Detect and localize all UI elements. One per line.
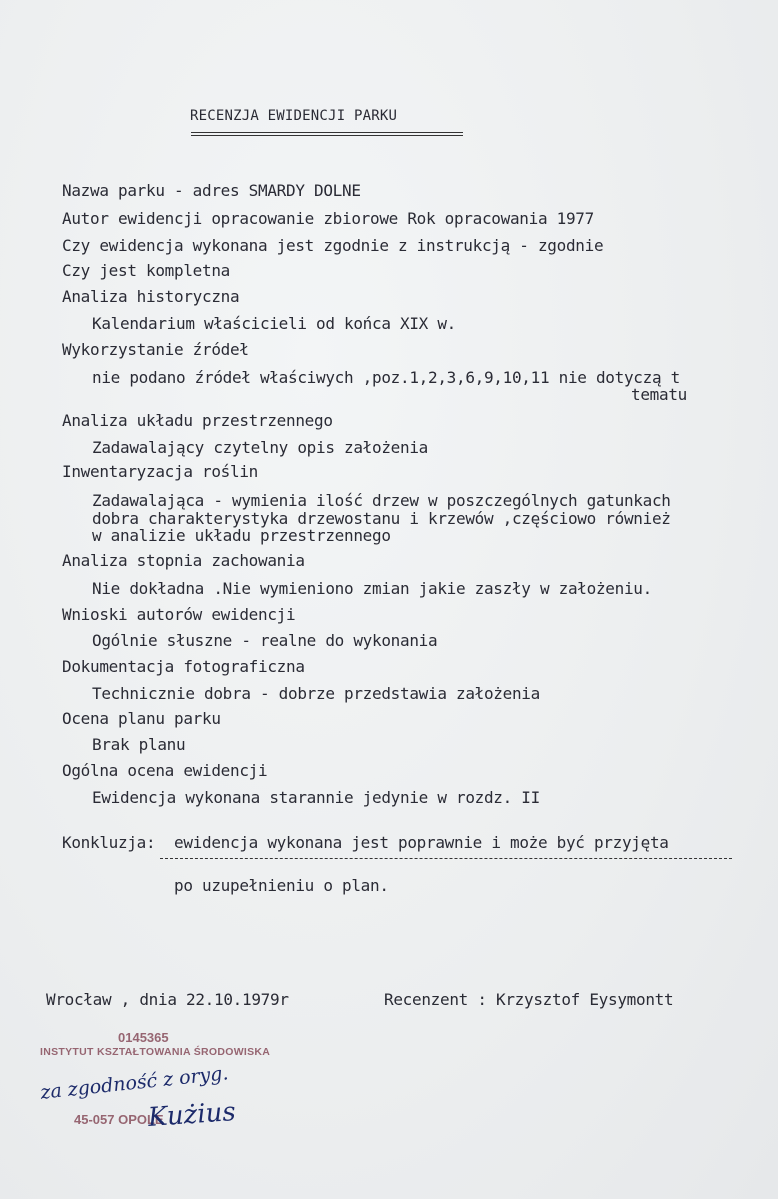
text-photo: Technicznie dobra - dobrze przedstawia założenia bbox=[92, 684, 540, 703]
handwritten-signature: Kużius bbox=[147, 1096, 237, 1134]
line-complete: Czy jest kompletna bbox=[62, 261, 230, 280]
text-plants-2: dobra charakterystyka drzewostanu i krzewów ,częściowo również bbox=[92, 509, 671, 528]
place-date: Wrocław , dnia 22.10.1979r bbox=[46, 990, 289, 1009]
title-underline-double bbox=[191, 135, 463, 136]
document-title: RECENZJA EWIDENCJI PARKU bbox=[190, 108, 398, 124]
text-historical: Kalendarium właścicieli od końca XIX w. bbox=[92, 314, 456, 333]
text-preservation: Nie dokładna .Nie wymieniono zmian jakie zaszły w założeniu. bbox=[92, 579, 652, 598]
heading-overall: Ogólna ocena ewidencji bbox=[62, 761, 268, 780]
text-conclusions: Ogólnie słuszne - realne do wykonania bbox=[92, 631, 438, 650]
text-plants-1: Zadawalająca - wymienia ilość drzew w poszczególnych gatunkach bbox=[92, 491, 671, 510]
reviewer-name: Recenzent : Krzysztof Eysymontt bbox=[384, 990, 674, 1009]
conclusion-text-cont: po uzupełnieniu o plan. bbox=[174, 876, 389, 895]
text-sources-cont: tematu bbox=[631, 385, 687, 404]
text-plants-3: w analizie układu przestrzennego bbox=[92, 526, 391, 545]
stamp-number: 0145365 bbox=[118, 1030, 169, 1045]
line-author: Autor ewidencji opracowanie zbiorowe Rok opracowania 1977 bbox=[62, 209, 594, 228]
text-plan: Brak planu bbox=[92, 735, 186, 754]
title-underline bbox=[191, 132, 463, 133]
text-overall: Ewidencja wykonana starannie jedynie w rozdz. II bbox=[92, 788, 540, 807]
heading-photo: Dokumentacja fotograficzna bbox=[62, 657, 305, 676]
heading-conclusions: Wnioski autorów ewidencji bbox=[62, 605, 296, 624]
stamp-institution: INSTYTUT KSZTAŁTOWANIA ŚRODOWISKA bbox=[40, 1046, 271, 1058]
heading-historical: Analiza historyczna bbox=[62, 287, 240, 306]
stamp-address: 45-057 OPOLE bbox=[74, 1112, 164, 1127]
conclusion-dashed-rule bbox=[160, 858, 732, 859]
heading-plants: Inwentaryzacja roślin bbox=[62, 462, 258, 481]
heading-plan: Ocena planu parku bbox=[62, 709, 221, 728]
line-instruction: Czy ewidencja wykonana jest zgodnie z instrukcją - zgodnie bbox=[62, 236, 604, 255]
conclusion-text: ewidencja wykonana jest poprawnie i może być przyjęta bbox=[174, 833, 669, 852]
heading-preservation: Analiza stopnia zachowania bbox=[62, 551, 305, 570]
text-spatial: Zadawalający czytelny opis założenia bbox=[92, 438, 428, 457]
conclusion-label: Konkluzja: bbox=[62, 833, 156, 852]
line-park-name: Nazwa parku - adres SMARDY DOLNE bbox=[62, 181, 361, 200]
text-sources: nie podano źródeł właściwych ,poz.1,2,3,6,9,10,11 nie dotyczą t bbox=[92, 368, 680, 387]
handwritten-certification: za zgodność z oryg. bbox=[39, 1062, 230, 1104]
heading-sources: Wykorzystanie źródeł bbox=[62, 340, 249, 359]
heading-spatial: Analiza układu przestrzennego bbox=[62, 411, 333, 430]
